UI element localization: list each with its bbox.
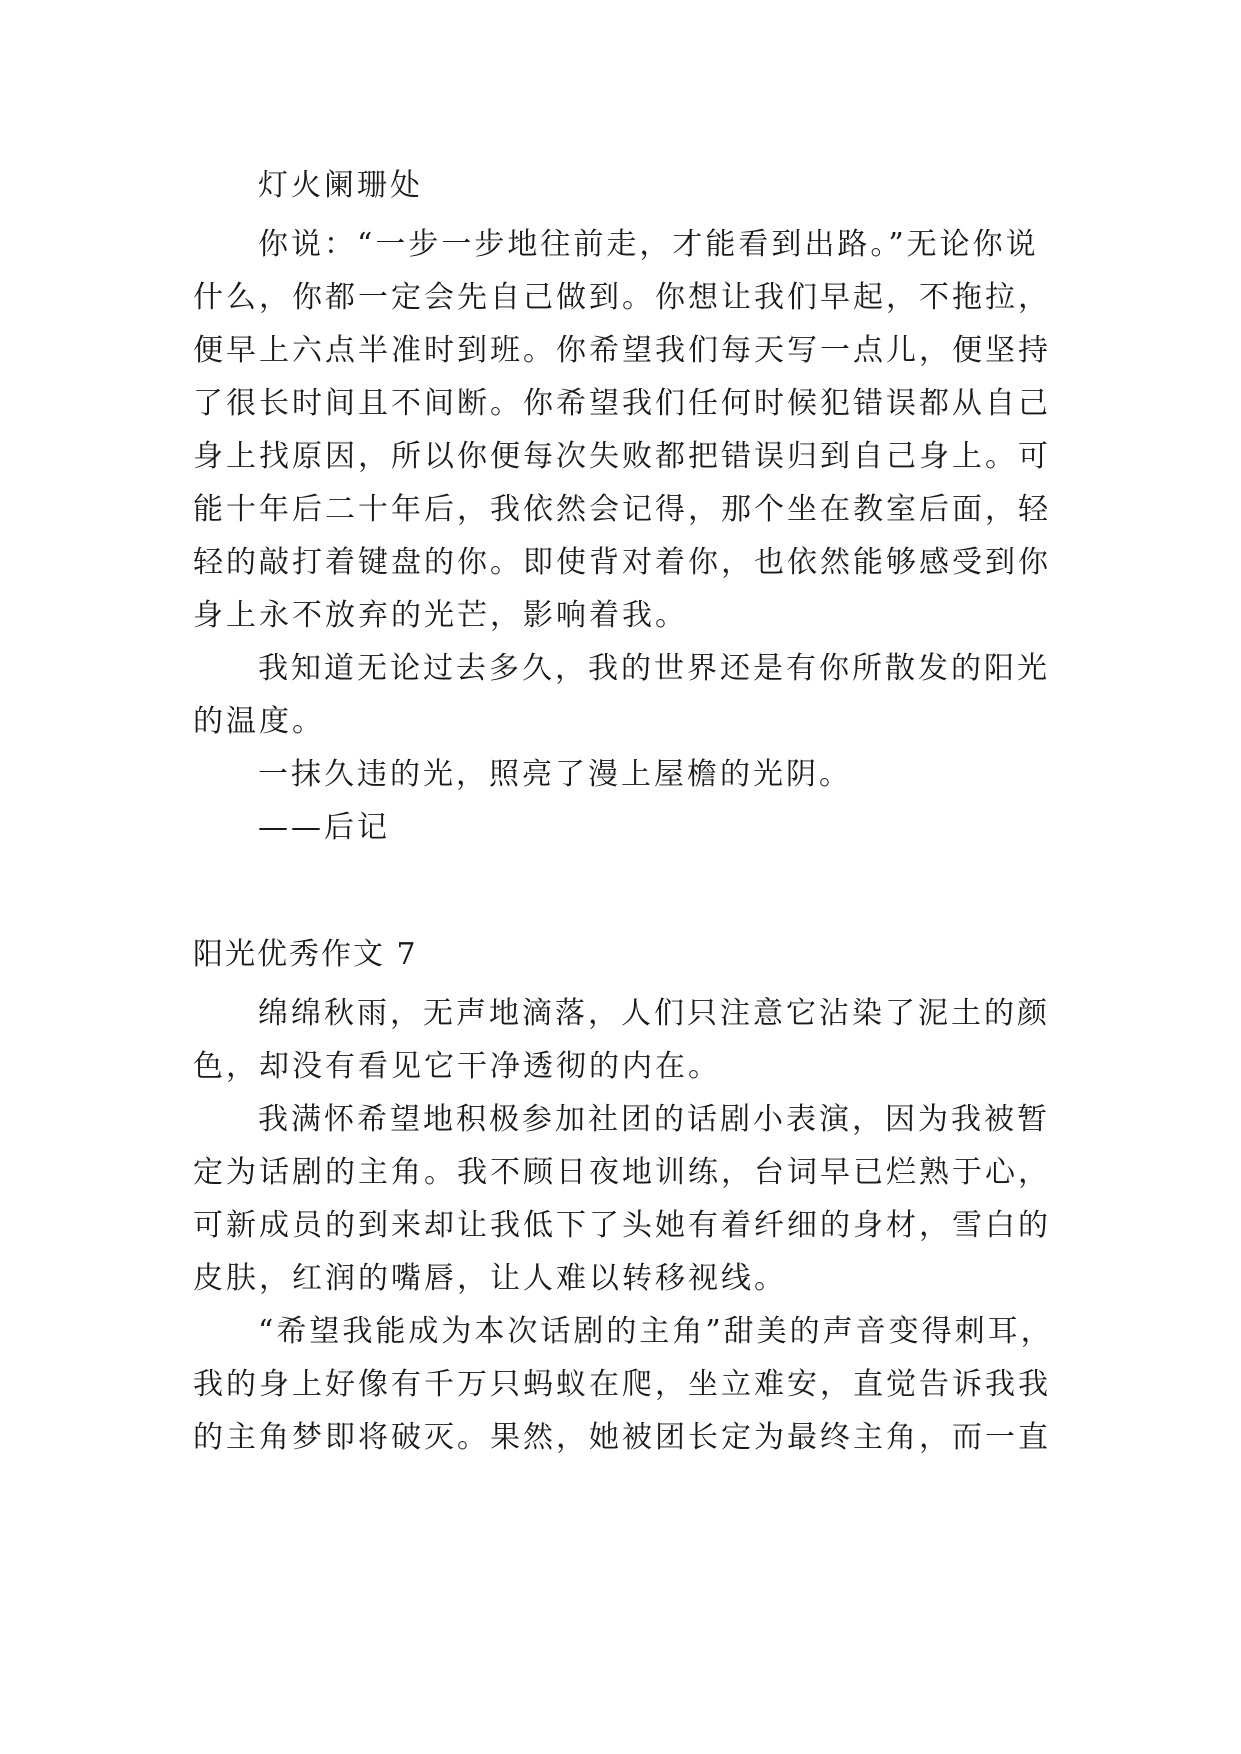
paragraph-line: 的主角梦即将破灭。果然，她被团长定为最终主角，而一直 [193, 1420, 1051, 1455]
paragraph-line: 我满怀希望地积极参加社团的话剧小表演，因为我被暂 [258, 1102, 1050, 1137]
paragraph-line: 便早上六点半准时到班。你希望我们每天写一点儿，便坚持 [193, 333, 1051, 368]
paragraph-line: 的温度。 [193, 704, 325, 739]
paragraph-line: 轻的敲打着键盘的你。即使背对着你，也依然能够感受到你 [193, 545, 1051, 580]
paragraph-line: 一抹久违的光，照亮了漫上屋檐的光阴。 [258, 757, 852, 792]
paragraph-line: 色，却没有看见它干净透彻的内在。 [193, 1049, 721, 1084]
paragraph-line: “希望我能成为本次话剧的主角”甜美的声音变得刺耳， [258, 1314, 1054, 1349]
paragraph-line: 身上找原因，所以你便每次失败都把错误归到自己身上。可 [193, 439, 1051, 474]
paragraph-line: 我知道无论过去多久，我的世界还是有你所散发的阳光 [258, 651, 1050, 686]
paragraph-line: 我的身上好像有千万只蚂蚁在爬，坐立难安，直觉告诉我我 [193, 1367, 1051, 1402]
paragraph-line: 你说：“一步一步地往前走，才能看到出路。”无论你说 [258, 227, 1039, 262]
paragraph-line: 了很长时间且不间断。你希望我们任何时候犯错误都从自己 [193, 386, 1051, 421]
paragraph-line: 能十年后二十年后，我依然会记得，那个坐在教室后面，轻 [193, 492, 1051, 527]
paragraph-line: 可新成员的到来却让我低下了头她有着纤细的身材，雪白的 [193, 1208, 1051, 1243]
paragraph-line: 身上永不放弃的光芒，影响着我。 [193, 598, 688, 633]
paragraph-line: 什么，你都一定会先自己做到。你想让我们早起，不拖拉， [193, 280, 1051, 315]
section-title: 灯火阑珊处 [258, 168, 423, 203]
article-heading: 阳光优秀作文 7 [193, 937, 418, 972]
afterword-line: ——后记 [258, 810, 390, 845]
paragraph-line: 绵绵秋雨，无声地滴落，人们只注意它沾染了泥土的颜 [258, 996, 1050, 1031]
paragraph-line: 皮肤，红润的嘴唇，让人难以转移视线。 [193, 1261, 787, 1296]
paragraph-line: 定为话剧的主角。我不顾日夜地训练，台词早已烂熟于心， [193, 1155, 1051, 1190]
